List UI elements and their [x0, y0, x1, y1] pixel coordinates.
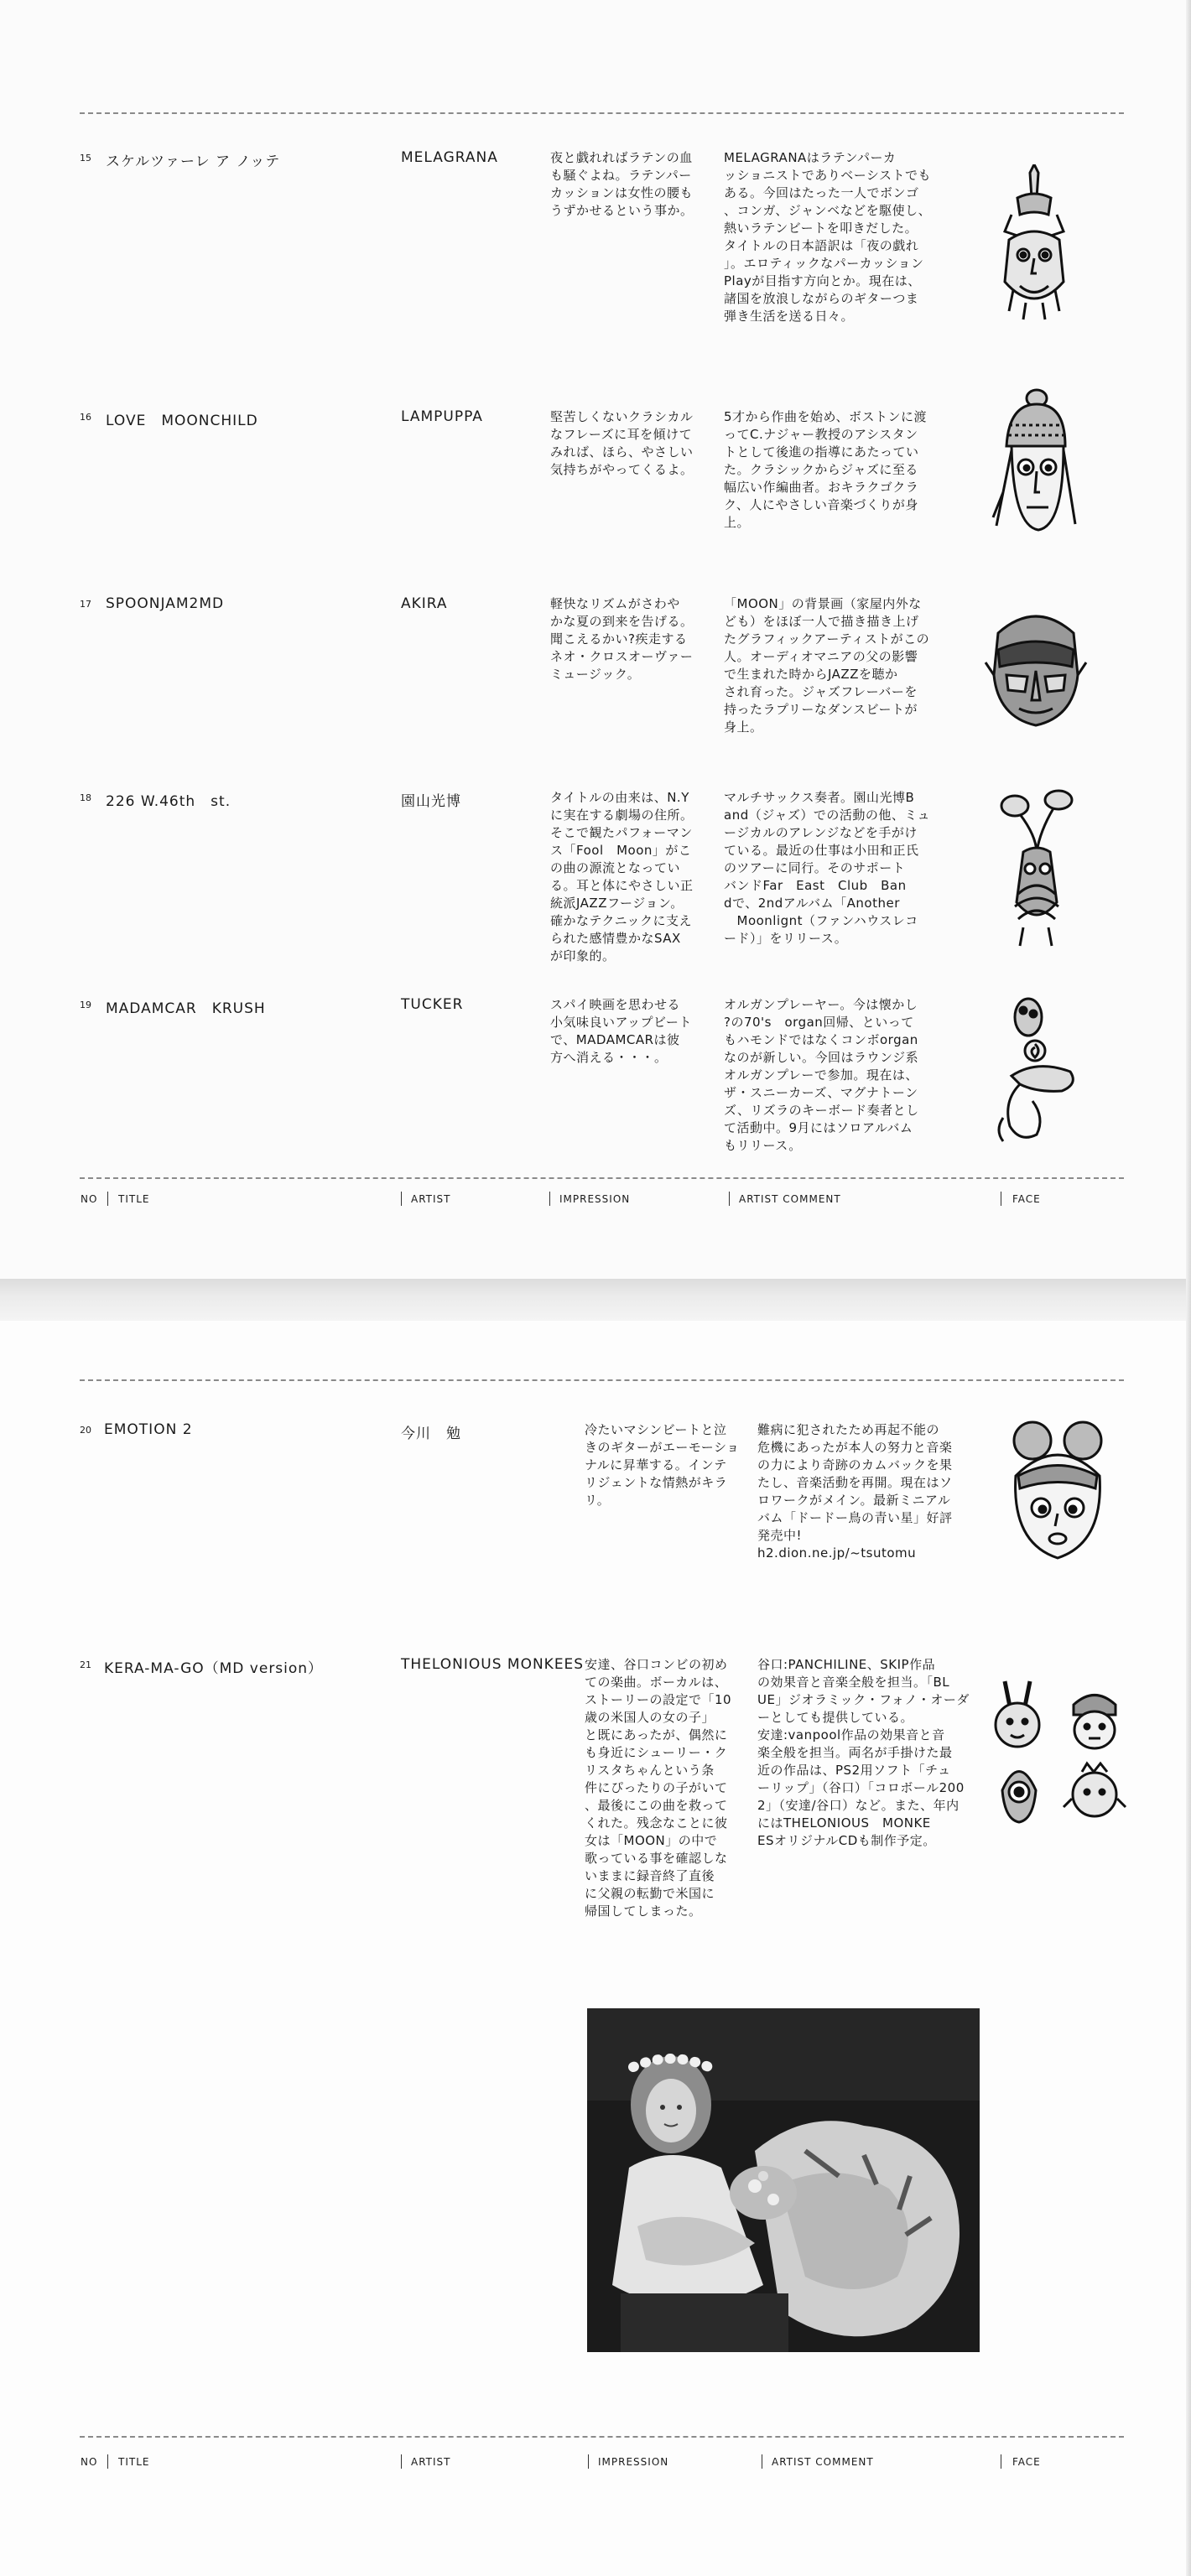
- column-face: FACE: [1012, 2456, 1041, 2468]
- column-separator: [107, 2454, 108, 2469]
- track-artist: AKIRA: [401, 595, 448, 612]
- top-divider: [80, 112, 1124, 114]
- track-title: EMOTION 2: [104, 1421, 193, 1438]
- track-impression: 安達、谷口コンビの初め ての楽曲。ボーカルは、 ストーリーの設定で「10 歳の米国人の女の子」 と既にあったが、偶然に も身近にシューリー・ク リスタちゃんという条 件にぴったりの子がいて 、最後にこの曲を救って くれた。残念なことに彼 女は「MOON」の中で 歌っている事を確認しな いままに録音終了直後 に父親の転勤で米国に 帰国してしまった。: [585, 1657, 732, 1919]
- girl-face-icon: [1003, 1417, 1112, 1568]
- top-divider: [80, 1379, 1124, 1381]
- artist-comment: 谷口:PANCHILINE、SKIP作品 の効果音と音楽全般を担当。「BL UE」ジオラミック・フォノ・オーダ ーとしても提供している。 安達:vanpool作品の効果音と音 楽全般を担当。両名が手掛けた最 近の作品は、PS2用ソフト「チュ ーリップ」（谷口）「コロボール200 2」（安達/谷口）など。また、年内 にはTHELONIOUS MONKE ESオリジナルCDも制作予定。: [757, 1657, 970, 1848]
- column-impression: IMPRESSION: [598, 2456, 669, 2468]
- column-no: NO: [81, 2456, 98, 2468]
- track-title: SPOONJAM2MD: [106, 595, 225, 612]
- column-artist: ARTIST: [411, 1193, 451, 1205]
- column-artist: ARTIST: [411, 2456, 451, 2468]
- four-faces-icon: [990, 1673, 1141, 1832]
- artist-comment: 5才から作曲を始め、ボストンに渡 ってC.ナジャー教授のアシスタン トとして後進の指導にあたってい た。クラシックからジャズに至る 幅広い作編曲者。おキラクゴクラ ク、人にやさしい音楽づくりが身 上。: [724, 409, 927, 530]
- track-impression: スパイ映画を思わせる 小気味良いアップビート で、MADAMCARは彼 方へ消える・・・。: [550, 997, 692, 1065]
- track-impression: 夜と戯れればラテンの血 も騒ぐよね。ラテンパー カッションは女性の腰も うずかせるという事か。: [550, 150, 694, 218]
- artist-comment: マルチサックス奏者。園山光博B and（ジャズ）での活動の他、ミュ ージカルのアレンジなどを手がけ ている。最近の仕事は小田和正氏 のツアーに同行。そのサポート バンドFar East Club Ban dで、2ndアルバム「Another Moonlignt（ファンハウスレコ ード）」をリリース。: [724, 790, 931, 946]
- column-separator: [588, 2454, 589, 2469]
- photo-illustration: [587, 2008, 980, 2352]
- track-title: LOVE MOONCHILD: [106, 413, 258, 429]
- column-separator: [549, 1192, 550, 1206]
- track-title: MADAMCAR KRUSH: [106, 1000, 266, 1017]
- page-edge: [1186, 0, 1191, 2576]
- track-artist: THELONIOUS MONKEES: [401, 1656, 585, 1673]
- column-separator: [401, 1192, 402, 1206]
- girl-with-flowers-photo: [587, 2008, 980, 2352]
- page-gap: [0, 1279, 1191, 1321]
- track-number: 21: [80, 1659, 91, 1670]
- hooded-face-icon: [988, 383, 1080, 543]
- artist-comment: 「MOON」の背景画（家屋内外な ども）をほぼ一人で描き描き上げ たグラフィックアーティストがこの 人。オーディオマニアの父の影響 で生まれた時からJAZZを聴か され育った。ジャズフレーバーを 持ったラプリーなダンスビートが 身上。: [724, 596, 930, 735]
- track-title: 226 W.46th st.: [106, 793, 231, 810]
- track-number: 16: [80, 412, 91, 423]
- column-comment: ARTIST COMMENT: [772, 2456, 874, 2468]
- column-title: TITLE: [118, 1193, 150, 1205]
- track-title: KERA-MA-GO（MD version）: [104, 1660, 324, 1677]
- track-artist: 今川 勉: [401, 1426, 461, 1442]
- track-artist: MELAGRANA: [401, 149, 498, 166]
- artist-comment: 難病に犯されたため再起不能の 危機にあったが本人の努力と音楽 の力により奇跡のカムバックを果 たし、音楽活動を再開。現在はソ ロワークがメイン。最新ミニアル バム「ドードー鳥の青い星」好評 発売中! h2.dion.ne.jp/~tsutomu: [757, 1422, 953, 1561]
- column-title: TITLE: [118, 2456, 150, 2468]
- column-header-row: [0, 1193, 1191, 1210]
- track-number: 20: [80, 1425, 91, 1436]
- artist-comment: オルガンプレーヤー。今は懐かし ?の70's organ回帰、といって もハモンドではなくコンボorgan なのが新しい。今回はラウンジ系 オルガンプレーで参加。現在は、 ザ・スニーカーズ、マグナトーン ズ、リズラのキーボード奏者とし て活動中。9月にはソロアルバム もリリース。: [724, 997, 919, 1153]
- track-impression: 軽快なリズムがさわや かな夏の到来を告げる。 聞こえるかい?疾走する ネオ・クロスオーヴァー ミュージック。: [550, 596, 694, 682]
- track-artist: LAMPUPPA: [401, 408, 483, 425]
- track-number: 19: [80, 1000, 91, 1010]
- bottom-divider: [80, 1177, 1124, 1179]
- track-artist: TUCKER: [401, 996, 464, 1013]
- totem-face-icon: [988, 164, 1080, 332]
- column-separator: [401, 2454, 402, 2469]
- track-title: スケルツァーレ ア ノッテ: [106, 153, 281, 170]
- masked-face-icon: [981, 600, 1090, 734]
- column-comment: ARTIST COMMENT: [739, 1193, 841, 1205]
- column-impression: IMPRESSION: [559, 1193, 631, 1205]
- column-separator: [729, 1192, 730, 1206]
- track-impression: 堅苦しくないクラシカル なフレーズに耳を傾けて みれば、ほら、やさしい 気持ちがやってくるよ。: [550, 409, 694, 477]
- track-impression: 冷たいマシンビートと泣 きのギターがエーモーショ ナルに昇華する。インテ リジェントな情熱がキラ リ。: [585, 1422, 740, 1508]
- column-no: NO: [81, 1193, 98, 1205]
- plant-creature-icon: [990, 785, 1082, 953]
- track-number: 15: [80, 153, 91, 164]
- column-header-row: [0, 2456, 1191, 2473]
- track-number: 18: [80, 792, 91, 803]
- bottom-divider: [80, 2436, 1124, 2438]
- track-number: 17: [80, 599, 91, 610]
- column-face: FACE: [1012, 1193, 1041, 1205]
- track-artist: 園山光博: [401, 793, 461, 810]
- column-separator: [107, 1192, 108, 1206]
- snail-creature-icon: [986, 992, 1087, 1151]
- artist-comment: MELAGRANAはラテンパーカ ッショニストでありベーシストでも ある。今回はたった一人でボンゴ 、コンガ、ジャンベなどを駆使し、 熱いラテンビートを叩きだした。 タイトルの日本語訳は「夜の戯れ 」。エロティックなパーカッション Playが目指す方向とか。現在は、 諸国を放浪しながらのギターつま 弾き生活を送る日々。: [724, 150, 932, 324]
- track-impression: タイトルの由来は、N.Y に実在する劇場の住所。 そこで観たパフォーマン ス「Fool Moon」がこ の曲の源流となってい る。耳と体にやさしい正 統派JAZZフージョン。 確かなテクニックに支え られた感情豊かなSAX が印象的。: [550, 790, 694, 963]
